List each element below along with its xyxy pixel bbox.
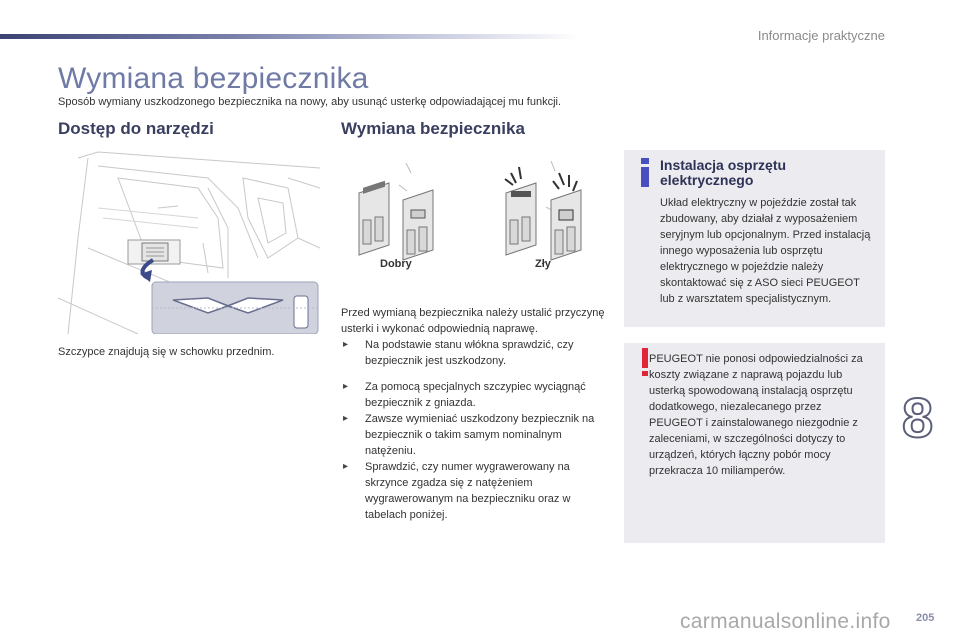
bad-fuse-label: Zły xyxy=(535,258,551,270)
warning-box xyxy=(624,343,885,543)
watermark: carmanualsonline.info xyxy=(680,610,891,633)
fuse-comparison-illustration xyxy=(341,155,601,275)
replace-intro: Przed wymianą bezpiecznika należy ustalić przyczynę usterki i wykonać odpowiednią naprawę. xyxy=(341,307,605,335)
good-fuse-label: Dobry xyxy=(380,258,412,270)
info-box xyxy=(624,150,885,327)
page-number: 205 xyxy=(916,612,935,624)
replace-steps xyxy=(341,337,611,523)
page-title: Wymiana bezpiecznika xyxy=(58,62,369,95)
list-item: ▸ Na podstawie stanu włókna sprawdzić, czy bezpiecznik jest uszkodzony. xyxy=(341,337,611,369)
page-subtitle: Sposób wymiany uszkodzonego bezpiecznika na nowy, aby usunąć usterkę odpowiadającej mu funkcji. xyxy=(58,96,562,108)
header-gradient-bar xyxy=(0,34,580,39)
info-icon xyxy=(632,158,658,188)
replace-heading: Wymiana bezpiecznika xyxy=(341,119,525,138)
bad-fuse-graphic xyxy=(505,161,581,260)
good-fuse-graphic xyxy=(359,163,433,260)
glovebox-illustration xyxy=(58,148,320,334)
list-item: ▸ Zawsze wymieniać uszkodzony bezpiecznik na bezpiecznik o takim samym nominalnym natężeniu. xyxy=(341,411,611,459)
list-item: ▸ Za pomocą specjalnych szczypiec wyciągnąć bezpiecznik z gniazda. xyxy=(341,379,611,411)
info-box-text: Układ elektryczny w pojeździe został tak zbudowany, aby działał z wyposażeniem seryjnym lub opcjonalnym. Przed instalacją innego wyposażenia lub osprzętu elektrycznego w pojeździe należy skontaktować się z ASO sieci PEUGEOT lub z warsztatem specjalistycznym. xyxy=(660,197,871,305)
replace-body xyxy=(341,305,611,523)
chapter-number: 8 xyxy=(902,386,934,449)
section-title: Informacje praktyczne xyxy=(757,28,885,43)
tools-caption: Szczypce znajdują się w schowku przednim. xyxy=(58,346,275,358)
list-item: ▸ Sprawdzić, czy numer wygrawerowany na skrzynce zgadza się z natężeniem wygrawerowanym na bezpieczniku oraz w tabelach poniżej. xyxy=(341,459,611,523)
info-box-title: Instalacja osprzętu elektrycznego xyxy=(660,157,787,188)
warning-box-text: PEUGEOT nie ponosi odpowiedzialności za koszty związane z naprawą pojazdu lub usterką spowodowaną instalacją osprzętu dodatkowego, niezalecanego przez PEUGEOT i zainstalowanego niezgodnie z zaleceniami, w szczególności dotyczy to urządzeń, których łączny pobór mocy przekracza 10 miliamperów. xyxy=(649,353,863,477)
tools-heading: Dostęp do narzędzi xyxy=(58,119,214,138)
